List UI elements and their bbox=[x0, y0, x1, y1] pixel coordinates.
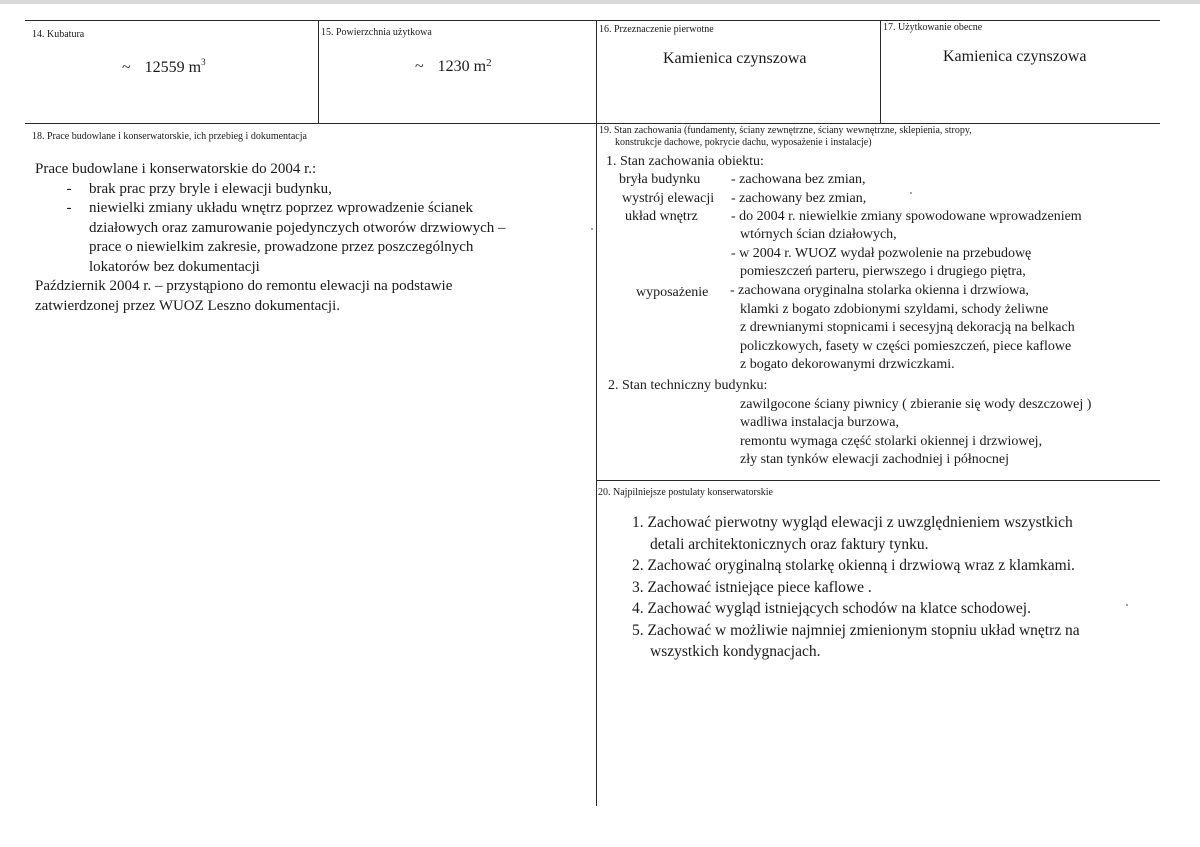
field-14-value: ~ 12559 $m^3$ bbox=[122, 57, 206, 76]
scan-speck bbox=[910, 192, 912, 194]
field-18-label: 18. Prace budowlane i konserwatorskie, ich przebieg i dokumentacja bbox=[32, 131, 307, 142]
field-18-intro: Prace budowlane i konserwatorskie do 2004 r.: bbox=[35, 161, 317, 177]
field-18-item-1: - brak prac przy bryle i elewacji budynku, bbox=[66, 180, 332, 197]
scan-top-edge bbox=[0, 0, 1200, 4]
field-17-label: 17. Użytkowanie obecne bbox=[883, 22, 983, 33]
field-19-term-1: bryła budynku bbox=[619, 172, 701, 187]
field-18-outro: Październik 2004 r. – przystąpiono do remontu elewacji na podstawie bbox=[35, 278, 453, 294]
field-19-desc-4e: z bogato dekorowanymi drzwiczkami. bbox=[740, 357, 955, 372]
field-20-item-5-cont: wszystkich kondygnacjach. bbox=[650, 643, 821, 660]
field-19-tech-3: remontu wymaga część stolarki okiennej i drzwiowej, bbox=[740, 434, 1043, 449]
section-19-20-divider bbox=[596, 480, 1160, 481]
field-19-term-2: wystrój elewacji bbox=[622, 191, 715, 206]
field-19-desc-4d: policzkowych, fasety w części pomieszczeń, piece kaflowe bbox=[740, 339, 1072, 354]
field-19-desc-3d: pomieszczeń parteru, pierwszego i drugiego piętra, bbox=[740, 264, 1026, 279]
field-19-tech-1: zawilgocone ściany piwnicy ( zbieranie się wody deszczowej ) bbox=[740, 397, 1092, 412]
field-19-term-4: wyposażenie bbox=[636, 285, 709, 300]
field-20-list bbox=[632, 512, 1152, 663]
field-19-heading-2: 2. Stan techniczny budynku: bbox=[608, 378, 768, 393]
field-19-desc-1: - zachowana bez zmian, bbox=[731, 172, 866, 187]
field-19-tech-2: wadliwa instalacja burzowa, bbox=[740, 415, 899, 430]
field-19-desc-4a: - zachowana oryginalna stolarka okienna i drzwiowa, bbox=[730, 283, 1029, 298]
scan-speck bbox=[1126, 604, 1128, 606]
col-divider-main bbox=[596, 20, 597, 806]
top-border bbox=[25, 20, 1160, 21]
field-19-desc-3c: - w 2004 r. WUOZ wydał pozwolenie na przebudowę bbox=[731, 246, 1032, 261]
field-19-term-3: układ wnętrz bbox=[625, 209, 698, 224]
field-14-label: 14. Kubatura bbox=[32, 29, 85, 40]
field-20-item-1-cont: detali architektonicznych oraz faktury tynku. bbox=[650, 535, 929, 553]
field-18-outro: zatwierdzonej przez WUOZ Leszno dokumentacji. bbox=[35, 297, 341, 314]
field-18-item-2-cont: prace o niewielkim zakresie, prowadzone przez poszczególnych bbox=[89, 239, 474, 255]
field-16-label: 16. Przeznaczenie pierwotne bbox=[599, 24, 714, 35]
field-19-label: 19. Stan zachowania (fundamenty, ściany zewnętrzne, ściany wewnętrzne, sklepienia, stropy, konstrukcje dachowe, pokrycie dachu, wyposażenie i instalacje) bbox=[599, 125, 972, 148]
field-15-label: 15. Powierzchnia użytkowa bbox=[321, 27, 432, 38]
row-divider bbox=[25, 123, 1160, 124]
field-19-desc-4b: klamki z bogato zdobionymi szyldami, schody żeliwne bbox=[740, 302, 1049, 317]
field-19-heading-1: 1. Stan zachowania obiektu: bbox=[606, 154, 764, 169]
field-20-item-2: 2. Zachować oryginalną stolarkę okienną i drzwiową wraz z klamkami. bbox=[632, 557, 1075, 574]
scan-speck bbox=[591, 228, 593, 230]
field-20-item-5: 5. Zachować w możliwie najmniej zmienionym stopniu układ wnętrz na bbox=[632, 621, 1080, 639]
field-19-desc-3b: wtórnych ścian działowych, bbox=[740, 227, 897, 242]
field-19-tech-4: zły stan tynków elewacji zachodniej i północnej bbox=[740, 452, 1010, 467]
field-18-item-2: - niewielki zmiany układu wnętrz poprzez wprowadzenie ścianek bbox=[66, 200, 474, 216]
field-19-desc-3a: - do 2004 r. niewielkie zmiany spowodowane wprowadzeniem bbox=[731, 209, 1082, 224]
field-20-item-1: 1. Zachować pierwotny wygląd elewacji z uwzględnieniem wszystkich bbox=[632, 514, 1073, 531]
field-18-item-2-cont: lokatorów bez dokumentacji bbox=[89, 258, 260, 275]
field-15-value: ~ 1230 $m^2$ bbox=[415, 57, 492, 75]
field-20-item-3: 3. Zachować istniejące piece kaflowe . bbox=[632, 578, 872, 596]
field-20-label: 20. Najpilniejsze postulaty konserwatorskie bbox=[598, 487, 773, 498]
field-18-item-2-cont: działowych oraz zamurowanie pojedynczych otworów drzwiowych – bbox=[89, 219, 506, 236]
col-divider-3 bbox=[880, 20, 881, 124]
field-18-content bbox=[35, 160, 590, 316]
field-19-desc-2: - zachowany bez zmian, bbox=[731, 191, 867, 206]
field-17-value: Kamienica czynszowa bbox=[943, 48, 1087, 65]
col-divider-1 bbox=[318, 20, 319, 124]
field-20-item-4: 4. Zachować wygląd istniejących schodów na klatce schodowej. bbox=[632, 600, 1031, 617]
field-16-value: Kamienica czynszowa bbox=[663, 50, 807, 67]
field-19-desc-4c: z drewnianymi stopnicami i secesyjną dekoracją na belkach bbox=[740, 320, 1075, 335]
